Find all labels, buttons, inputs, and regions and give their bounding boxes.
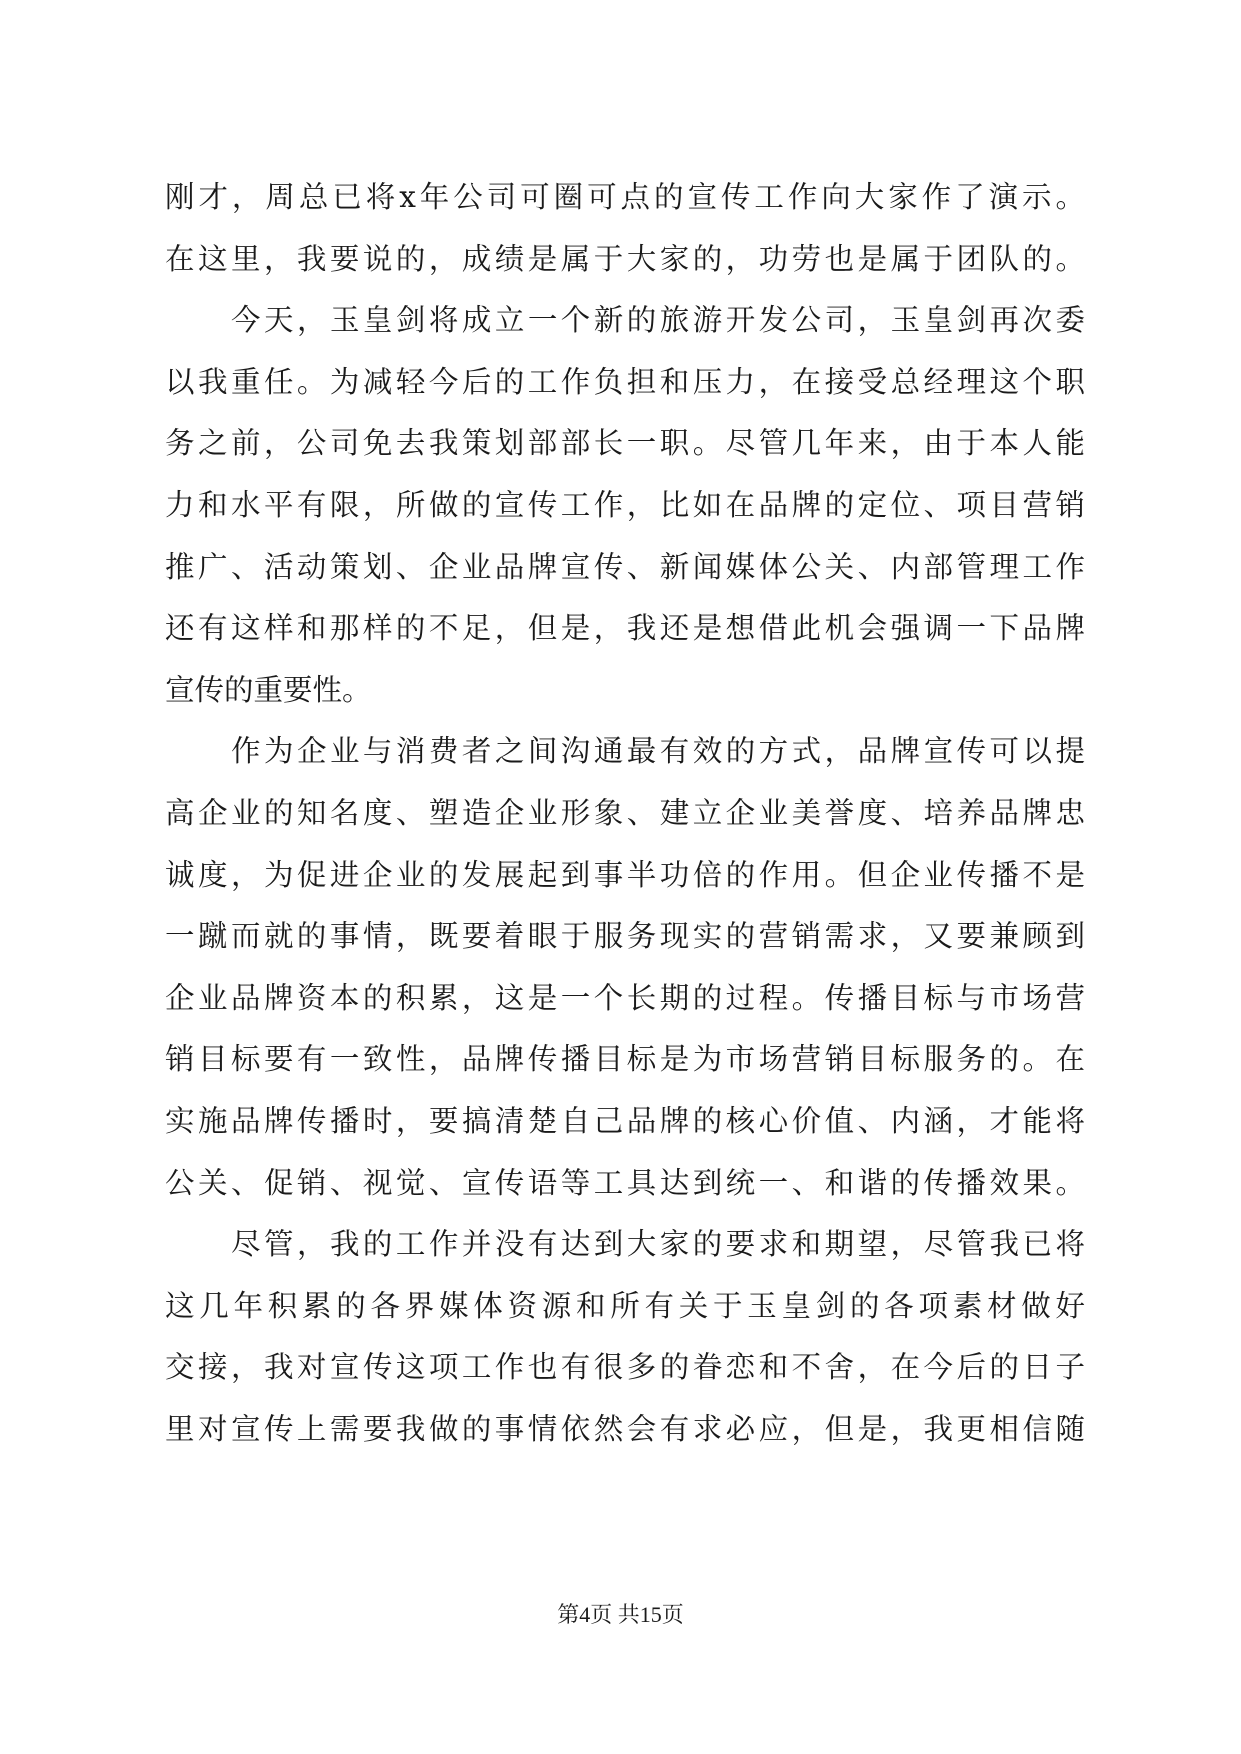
paragraph-2-line-6: 还有这样和那样的不足，但是，我还是想借此机会强调一下品牌 <box>165 611 1085 646</box>
paragraph-3-line-2: 高企业的知名度、塑造企业形象、建立企业美誉度、培养品牌忠 <box>165 795 1085 830</box>
paragraph-4-line-2: 这几年积累的各界媒体资源和所有关于玉皇剑的各项素材做好 <box>165 1288 1085 1323</box>
paragraph-3-line-4: 一蹴而就的事情，既要着眼于服务现实的营销需求，又要兼顾到 <box>165 919 1085 954</box>
paragraph-1-line-1: 刚才，周总已将x年公司可圈可点的宣传工作向大家作了演示。 <box>165 180 1085 214</box>
paragraph-3-line-5: 企业品牌资本的积累，这是一个长期的过程。传播目标与市场营 <box>165 980 1085 1015</box>
paragraph-4-line-1: 尽管，我的工作并没有达到大家的要求和期望，尽管我已将 <box>231 1227 1085 1262</box>
paragraph-3-line-3: 诚度，为促进企业的发展起到事半功倍的作用。但企业传播不是 <box>165 857 1085 892</box>
paragraph-3-line-1: 作为企业与消费者之间沟通最有效的方式，品牌宣传可以提 <box>231 734 1085 769</box>
paragraph-2-line-5: 推广、活动策划、企业品牌宣传、新闻媒体公关、内部管理工作 <box>165 549 1085 584</box>
paragraph-2-line-1: 今天，玉皇剑将成立一个新的旅游开发公司，玉皇剑再次委 <box>231 303 1085 338</box>
paragraph-3-line-6: 销目标要有一致性，品牌传播目标是为市场营销目标服务的。在 <box>165 1042 1085 1077</box>
paragraph-2-line-7: 宣传的重要性。 <box>165 672 372 707</box>
page-number-footer: 第4页 共15页 <box>557 1602 684 1627</box>
paragraph-2-line-3: 务之前，公司免去我策划部部长一职。尽管几年来，由于本人能 <box>165 426 1085 461</box>
paragraph-4-line-3: 交接，我对宣传这项工作也有很多的眷恋和不舍，在今后的日子 <box>165 1350 1085 1385</box>
paragraph-2-line-2: 以我重任。为减轻今后的工作负担和压力，在接受总经理这个职 <box>165 364 1085 399</box>
paragraph-1-line-2: 在这里，我要说的，成绩是属于大家的，功劳也是属于团队的。 <box>165 241 1085 276</box>
paragraph-4-line-4: 里对宣传上需要我做的事情依然会有求必应，但是，我更相信随 <box>165 1411 1085 1446</box>
body-text <box>165 167 1085 1460</box>
paragraph-2-line-4: 力和水平有限，所做的宣传工作，比如在品牌的定位、项目营销 <box>165 487 1085 522</box>
paragraph-3-line-8: 公关、促销、视觉、宣传语等工具达到统一、和谐的传播效果。 <box>165 1165 1085 1200</box>
paragraph-3-line-7: 实施品牌传播时，要搞清楚自己品牌的核心价值、内涵，才能将 <box>165 1103 1085 1138</box>
